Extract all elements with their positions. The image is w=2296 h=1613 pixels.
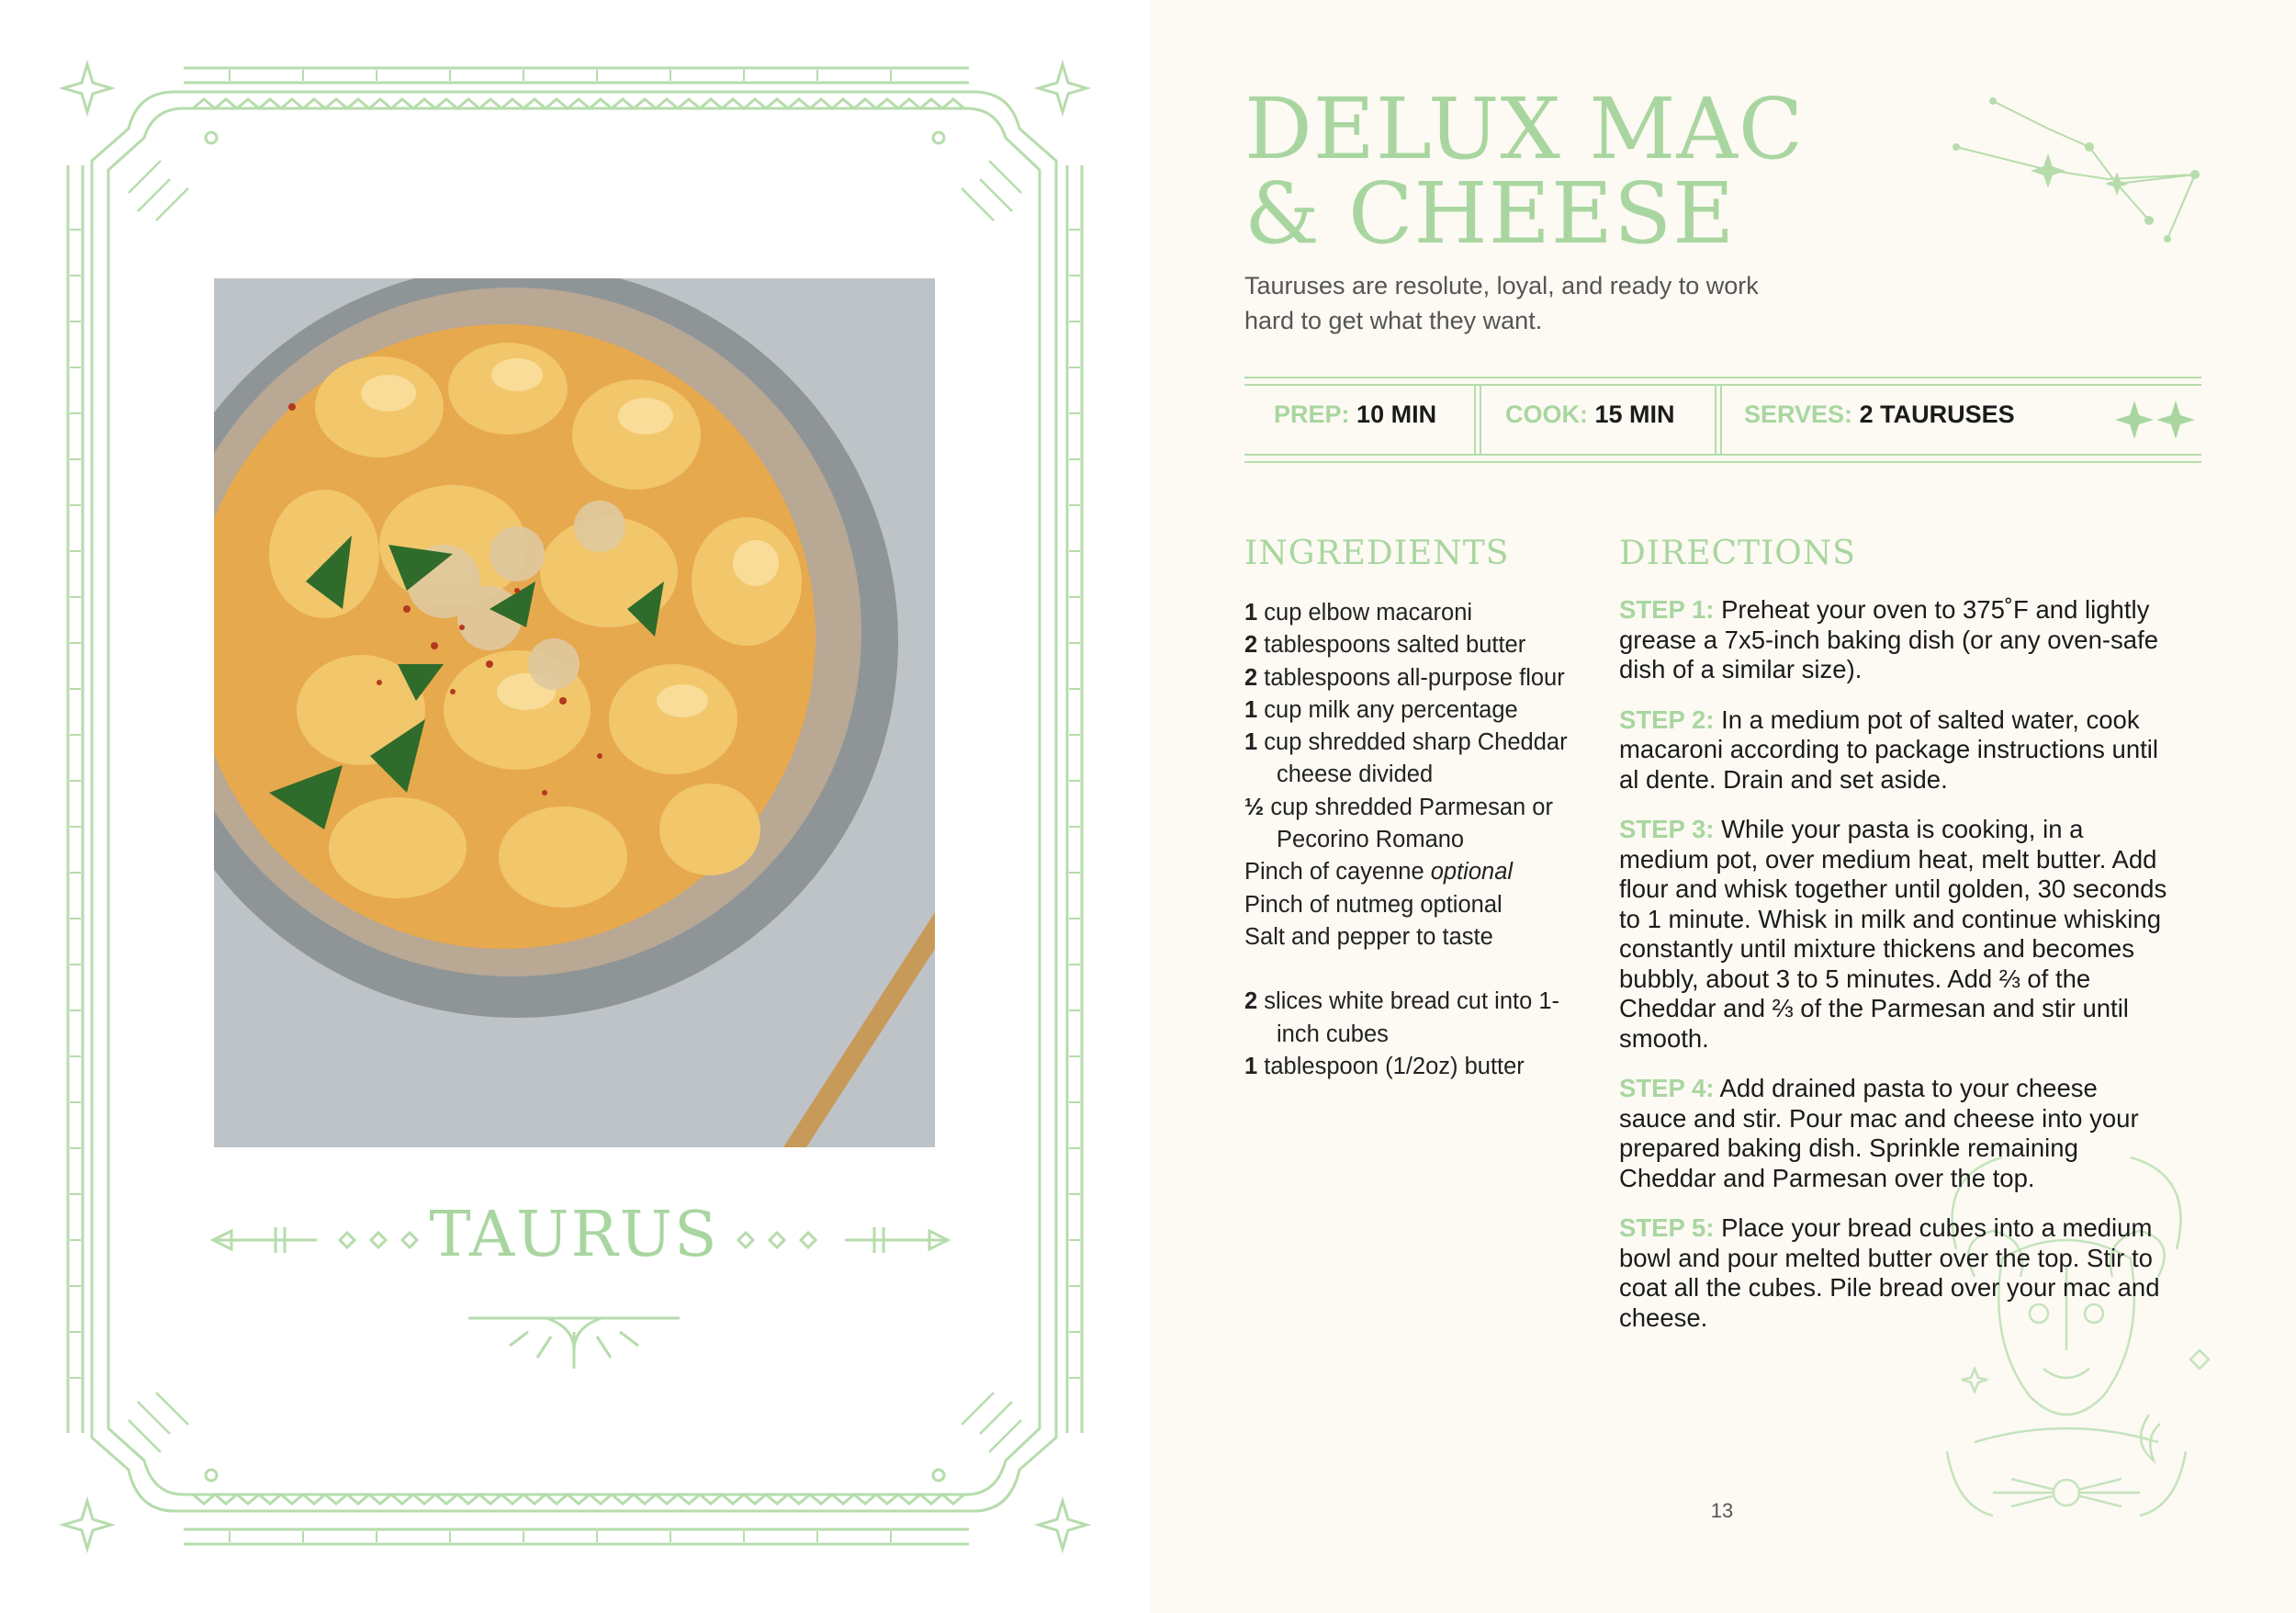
ingredients-heading: INGREDIENTS [1244, 535, 1510, 572]
zodiac-sign-title: TAURUS [429, 1199, 719, 1271]
recipe-photo [214, 278, 935, 1147]
prep-label: PREP: [1274, 400, 1350, 428]
recipe-tagline: Tauruses are resolute, loyal, and ready to work hard to get what they want. [1244, 272, 1759, 334]
directions-list [1619, 595, 2170, 1353]
page-number: 13 [1710, 1499, 1734, 1522]
direction-step: STEP 5: Place your bread cubes into a medium bowl and pour melted butter over the top. Stir to coat all the cubes. Pile bread over your mac and cheese. [1619, 1213, 2160, 1332]
ingredient-item: ½ cup shredded Parmesan or Pecorino Romano [1244, 794, 1553, 853]
direction-step: STEP 4: Add drained pasta to your cheese sauce and stir. Pour mac and cheese into your prepared baking dish. Sprinkle remaining Cheddar and Parmesan over the top. [1619, 1074, 2139, 1192]
direction-step: STEP 2: In a medium pot of salted water, cook macaroni according to package instructions until al dente. Drain and set aside. [1619, 705, 2158, 794]
recipe-title [1244, 80, 1887, 263]
recipe-title-line-2: & CHEESE [1244, 164, 1736, 263]
sparkle-stars-icon [2110, 397, 2201, 443]
cook-value: 15 MIN [1594, 400, 1675, 428]
ingredient-item: 1 cup milk any percentage [1244, 696, 1518, 723]
cook-label: COOK: [1505, 400, 1588, 428]
serves-value: 2 TAURUSES [1859, 400, 2015, 428]
cook-time [1505, 400, 1675, 429]
ingredient-item: 1 cup shredded sharp Cheddar cheese divided [1244, 729, 1568, 788]
taurus-constellation-icon [1947, 83, 2213, 248]
prep-time [1274, 400, 1436, 429]
ingredients-list [1244, 597, 1584, 1083]
ingredient-item: Pinch of cayenne optional [1244, 859, 1514, 885]
ingredient-item: 1 cup elbow macaroni [1244, 600, 1473, 626]
prep-value: 10 MIN [1356, 400, 1437, 428]
recipe-title-line-1: DELUX MAC [1244, 80, 1805, 178]
recipe-info-bar [1244, 377, 2201, 463]
ingredient-item: Pinch of nutmeg optional [1244, 891, 1503, 918]
ingredient-item: 1 tablespoon (1/2oz) butter [1244, 1053, 1525, 1079]
serves-label: SERVES: [1744, 400, 1853, 428]
servings [1744, 400, 2015, 429]
ingredient-item: 2 tablespoons salted butter [1244, 632, 1526, 659]
ingredient-item: 2 slices white bread cut into 1-inch cubes [1244, 988, 1560, 1047]
direction-step: STEP 1: Preheat your oven to 375˚F and lightly grease a 7x5-inch baking dish (or any oven-safe dish of a similar size). [1619, 595, 2159, 683]
directions-heading: DIRECTIONS [1619, 535, 1856, 572]
direction-step: STEP 3: While your pasta is cooking, in a medium pot, over medium heat, melt butter. Add flour and whisk together until golden, 30 seconds to 1 minute. Whisk in milk and continue whisking constantly until mixture thickens and becomes bubbly, about 3 to 5 minutes. Add ⅔ of the Cheddar and ⅔ of the Parmesan and stir until smooth. [1619, 815, 2167, 1053]
ingredient-item: Salt and pepper to taste [1244, 923, 1493, 950]
ingredient-item: 2 tablespoons all-purpose flour [1244, 664, 1565, 691]
